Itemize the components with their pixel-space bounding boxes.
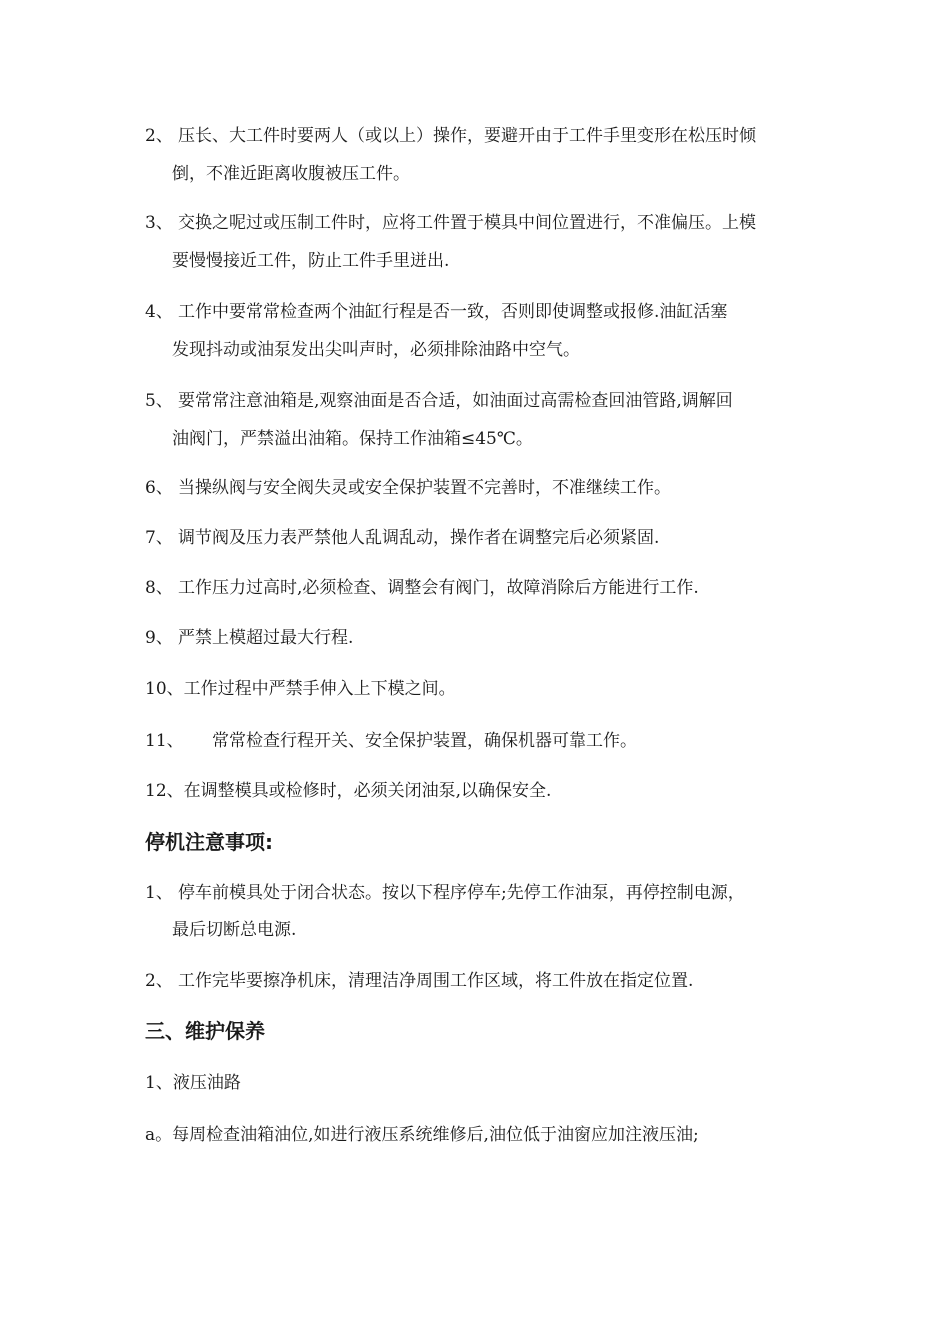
list-item <box>0 477 950 499</box>
item-text: 工作完毕要擦净机床，清理洁净周围工作区域，将工件放在指定位置. <box>178 971 694 991</box>
item-number: 8、 <box>145 578 173 598</box>
list-item <box>0 301 950 323</box>
list-item <box>0 125 950 147</box>
item-number: 2、 <box>145 971 173 991</box>
item-number: 4、 <box>145 302 173 322</box>
item-number: 5、 <box>145 391 173 411</box>
list-item <box>0 627 950 649</box>
subsection-title: 1、液压油路 <box>145 1073 241 1093</box>
item-number: 7、 <box>145 528 173 548</box>
list-item <box>0 577 950 599</box>
item-text: 常常检查行程开关、安全保护装置，确保机器可靠工作。 <box>212 731 637 751</box>
item-text: 交换之呢过或压制工件时，应将工件置于模具中间位置进行，不准偏压。上模 <box>178 213 756 233</box>
list-item <box>0 970 950 992</box>
item-text: 要常常注意油箱是,观察油面是否合适，如油面过高需检查回油管路,调解回 <box>178 391 733 411</box>
item-number: 3、 <box>145 213 173 233</box>
item-number: 6、 <box>145 478 173 498</box>
list-item <box>0 212 950 234</box>
item-text: 调节阀及压力表严禁他人乱调乱动，操作者在调整完后必须紧固. <box>178 528 660 548</box>
item-number: 9、 <box>145 628 173 648</box>
item-continuation: 倒，不准近距离收腹被压工件。 <box>172 164 410 184</box>
item-number: 1、 <box>145 883 173 903</box>
item-text: 工作压力过高时,必须检查、调整会有阀门，故障消除后方能进行工作. <box>178 578 699 598</box>
section-heading-maintenance: 三、维护保养 <box>145 1019 265 1043</box>
item-text: 工作中要常常检查两个油缸行程是否一致，否则即使调整或报修.油缸活塞 <box>178 302 728 322</box>
list-item <box>0 882 950 904</box>
item-continuation: 发现抖动或油泵发出尖叫声时，必须排除油路中空气。 <box>172 340 580 360</box>
paragraph: a。每周检查油箱油位,如进行液压系统维修后,油位低于油窗应加注液压油; <box>145 1125 699 1145</box>
item-text: 停车前模具处于闭合状态。按以下程序停车;先停工作油泵，再停控制电源， <box>178 883 745 903</box>
item-continuation: 要慢慢接近工件，防止工件手里迸出. <box>172 251 450 271</box>
item-text: 当操纵阀与安全阀失灵或安全保护装置不完善时，不准继续工作。 <box>178 478 671 498</box>
list-item <box>0 730 950 752</box>
section-heading-stop: 停机注意事项: <box>145 830 273 854</box>
list-item: 10、工作过程中严禁手伸入上下模之间。 <box>145 679 456 699</box>
list-item <box>0 390 950 412</box>
list-item: 12、在调整模具或检修时，必须关闭油泵,以确保安全. <box>145 781 552 801</box>
list-item <box>0 527 950 549</box>
item-number: 11、 <box>145 731 184 751</box>
item-continuation: 油阀门，严禁溢出油箱。保持工作油箱≤45℃。 <box>172 429 533 449</box>
item-text: 压长、大工件时要两人（或以上）操作，要避开由于工件手里变形在松压时倾 <box>178 126 756 146</box>
item-continuation: 最后切断总电源. <box>172 920 297 940</box>
item-number: 2、 <box>145 126 173 146</box>
item-text: 严禁上模超过最大行程. <box>178 628 354 648</box>
